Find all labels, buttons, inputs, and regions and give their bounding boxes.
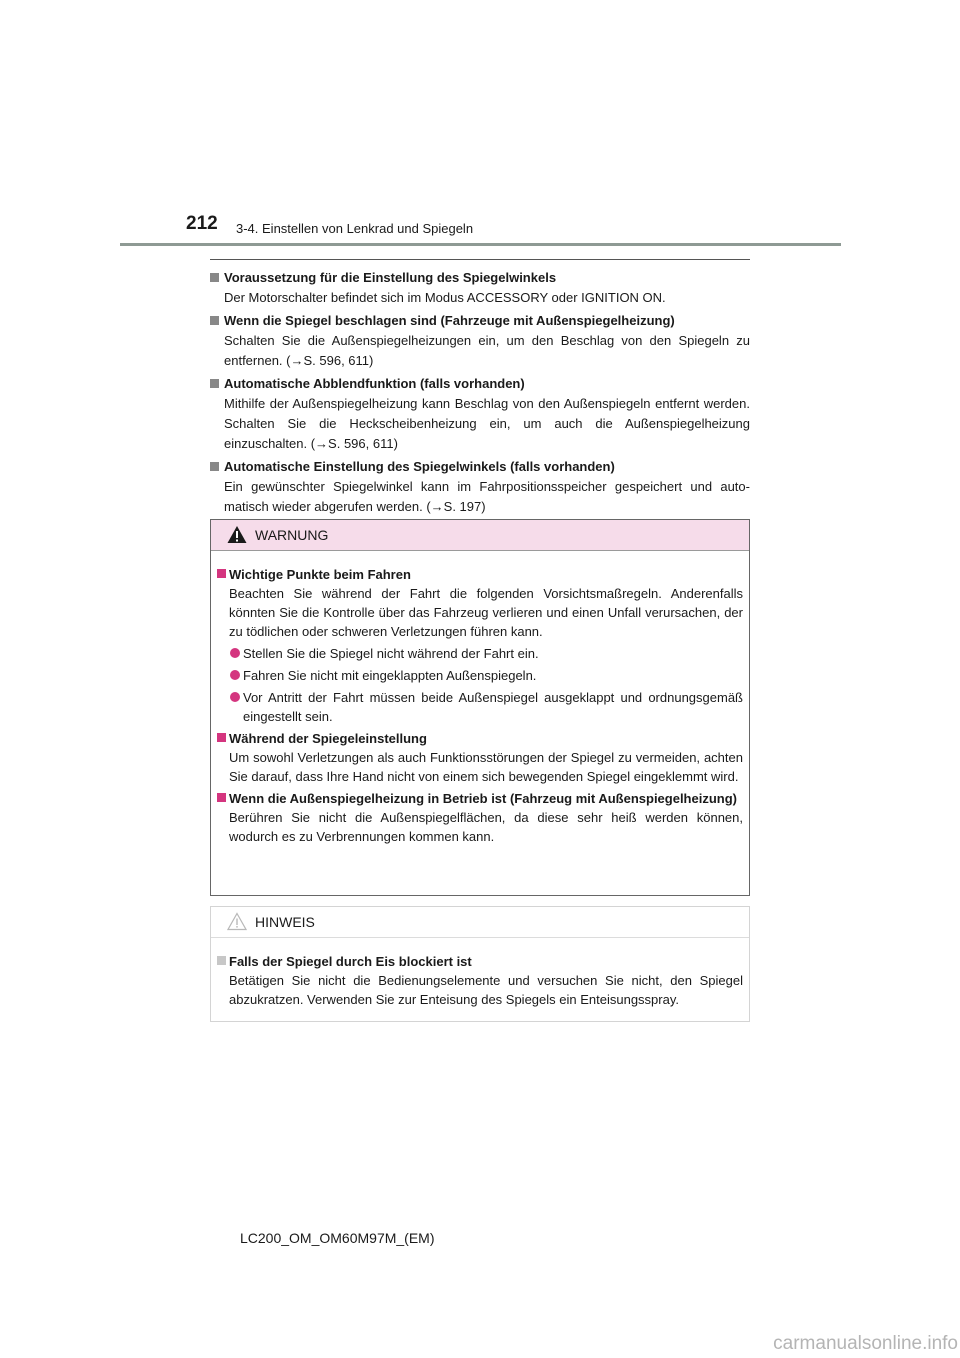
footer-document-code: LC200_OM_OM60M97M_(EM): [240, 1230, 435, 1246]
section-title: Automatische Einstellung des Spiegelwinkels (falls vorhanden): [224, 459, 615, 474]
main-content: [210, 268, 750, 520]
watermark: carmanualsonline.info: [773, 1333, 958, 1354]
caution-triangle-icon: [227, 912, 247, 931]
section-auto-angle: [210, 457, 750, 517]
square-bullet-icon: [210, 462, 219, 471]
warning-item-title: Wichtige Punkte beim Fahren: [229, 567, 411, 582]
square-bullet-icon: [210, 379, 219, 388]
warning-triangle-icon: [227, 525, 247, 544]
warning-bullet: Fahren Sie nicht mit eingeklappten Außenspiegeln.: [217, 666, 743, 685]
square-bullet-icon: [217, 956, 226, 965]
page-number: 212: [186, 213, 218, 234]
warning-body: [211, 551, 749, 846]
section-mirror-fogged: [210, 311, 750, 371]
square-bullet-icon: [217, 569, 226, 578]
square-bullet-icon: [210, 273, 219, 282]
section-text: Ein gewünschter Spiegelwinkel kann im Fahrpositionsspeicher gespeichert und automatisch wieder abgerufen werden. (→S. 197): [224, 479, 750, 514]
circle-bullet-icon: [230, 670, 240, 680]
circle-bullet-icon: [230, 692, 240, 702]
section-text: Schalten Sie die Außenspiegelheizungen ein, um den Beschlag von den Spiegeln zu entfernen. (→S. 596, 611): [224, 333, 750, 368]
square-bullet-icon: [217, 793, 226, 802]
content-rule: [210, 259, 750, 260]
section-text: Der Motorschalter befindet sich im Modus ACCESSORY oder IGNITION ON.: [224, 290, 666, 305]
warning-item-text: Beachten Sie während der Fahrt die folgenden Vorsichtsmaßregeln. Anderenfalls könnten Sie die Kontrolle über das Fahrzeug verlieren und einen Unfall verursachen, der zu tödlichen oder schweren Verletzungen führen kann.: [229, 586, 743, 639]
header-rule: [120, 243, 841, 246]
note-header: [211, 907, 749, 938]
note-box: [210, 906, 750, 1022]
section-auto-dimming: [210, 374, 750, 454]
warning-bullet: Stellen Sie die Spiegel nicht während der Fahrt ein.: [217, 644, 743, 663]
circle-bullet-icon: [230, 648, 240, 658]
section-title: Automatische Abblendfunktion (falls vorhanden): [224, 376, 525, 391]
section-title: Wenn die Spiegel beschlagen sind (Fahrzeuge mit Außenspiegelheizung): [224, 313, 675, 328]
section-text: Mithilfe der Außenspiegelheizung kann Beschlag von den Außenspiegeln entfernt werden. Schalten Sie die Heckscheibenheizung ein, um auch die Außenspiegelheizung einzuschalten. (→S. 596, 611): [224, 396, 750, 451]
section-mirror-angle-prerequisite: [210, 268, 750, 308]
square-bullet-icon: [217, 733, 226, 742]
warning-item-text: Um sowohl Verletzungen als auch Funktionsstörungen der Spiegel zu vermeiden, achten Sie darauf, dass Ihre Hand nicht von einem sich bewegenden Spiegel eingeklemmt wird.: [229, 750, 743, 784]
warning-box: [210, 519, 750, 896]
note-item-title: Falls der Spiegel durch Eis blockiert ist: [229, 954, 472, 969]
note-label: HINWEIS: [255, 914, 315, 930]
note-body: [211, 938, 749, 1009]
warning-header: [211, 520, 749, 551]
warning-item-text: Berühren Sie nicht die Außenspiegelflächen, da diese sehr heiß werden können, wodurch es zu Verbrennungen kommen kann.: [229, 810, 743, 844]
warning-item-title: Während der Spiegeleinstellung: [229, 731, 427, 746]
square-bullet-icon: [210, 316, 219, 325]
warning-label: WARNUNG: [255, 527, 329, 543]
warning-item-title: Wenn die Außenspiegelheizung in Betrieb ist (Fahrzeug mit Außenspiegelheizung): [229, 791, 737, 806]
note-item-text: Betätigen Sie nicht die Bedienungselemente und versuchen Sie nicht, den Spiegel abzukratzen. Verwenden Sie zur Enteisung des Spiegels ein Enteisungsspray.: [229, 973, 743, 1007]
chapter-title: 3-4. Einstellen von Lenkrad und Spiegeln: [236, 221, 474, 236]
warning-bullet: Vor Antritt der Fahrt müssen beide Außenspiegel ausgeklappt und ordnungsgemäß eingestellt sein.: [217, 688, 743, 726]
section-title: Voraussetzung für die Einstellung des Spiegelwinkels: [224, 270, 557, 285]
